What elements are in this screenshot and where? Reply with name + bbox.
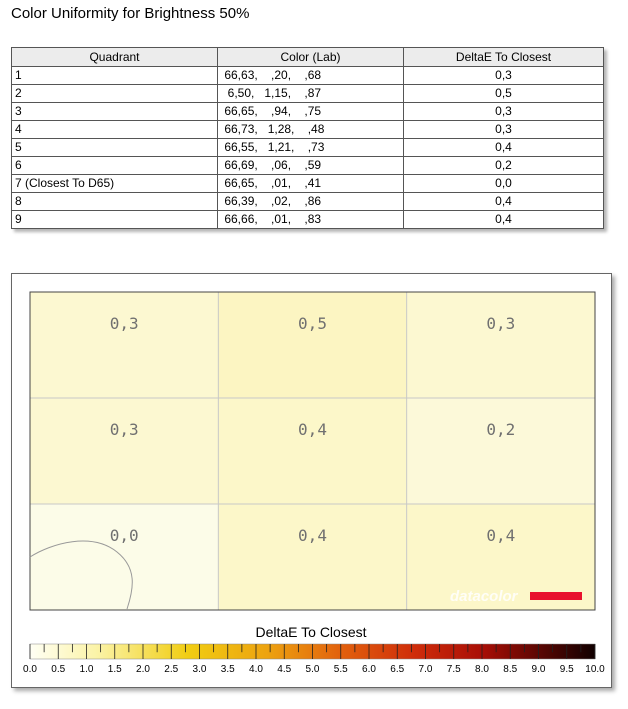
cell-color-lab: 66,66, ,01, ,83	[218, 211, 404, 229]
cell-color-lab: 66,65, ,01, ,41	[218, 175, 404, 193]
table-row	[12, 193, 604, 211]
heatmap-cell-2	[218, 292, 406, 398]
header-color-lab: Color (Lab)	[218, 48, 404, 67]
table-row	[12, 121, 604, 139]
cell-quadrant: 4	[12, 121, 218, 139]
uniformity-chart	[11, 273, 612, 688]
colorbar-tick-label: 8.0	[475, 664, 489, 675]
cell-color-lab: 66,39, ,02, ,86	[218, 193, 404, 211]
heatmap-cell-4	[30, 398, 218, 504]
colorbar-tick-label: 7.0	[418, 664, 433, 675]
colorbar-tick-label: 3.0	[192, 664, 207, 675]
heatmap-label-4: 0,3	[109, 420, 139, 440]
colorbar-tick-label: 4.5	[277, 664, 292, 675]
colorbar-tick-label: 0.5	[51, 664, 66, 675]
cell-quadrant: 2	[12, 85, 218, 103]
heatmap-label-7: 0,0	[109, 526, 139, 546]
cell-deltae: 0,5	[404, 85, 604, 103]
cell-deltae: 0,4	[404, 193, 604, 211]
colorbar-tick-label: 5.0	[305, 664, 320, 675]
header-quadrant: Quadrant	[12, 48, 218, 67]
colorbar-tick-label: 4.0	[249, 664, 263, 675]
heatmap-label-5: 0,4	[298, 420, 327, 440]
cell-color-lab: 66,69, ,06, ,59	[218, 157, 404, 175]
colorbar-tick-label: 6.0	[362, 664, 376, 675]
table-row	[12, 175, 604, 193]
cell-quadrant: 6	[12, 157, 218, 175]
colorbar-tick-label: 7.5	[446, 664, 461, 675]
uniformity-table	[11, 47, 604, 229]
cell-quadrant: 7 (Closest To D65)	[12, 175, 218, 193]
cell-deltae: 0,4	[404, 139, 604, 157]
heatmap-cell-6	[407, 398, 595, 504]
cell-color-lab: 66,63, ,20, ,68	[218, 67, 404, 85]
colorbar-title: DeltaE To Closest	[255, 624, 367, 640]
heatmap-cell-7	[30, 504, 218, 610]
colorbar-tick-label: 9.5	[559, 664, 574, 675]
cell-quadrant: 3	[12, 103, 218, 121]
colorbar-tick-label: 2.0	[136, 664, 150, 675]
heatmap-label-3: 0,3	[486, 314, 516, 334]
cell-deltae: 0,3	[404, 121, 604, 139]
heatmap-cell-8	[218, 504, 406, 610]
cell-deltae: 0,2	[404, 157, 604, 175]
colorbar-tick-label: 6.5	[390, 664, 405, 675]
cell-color-lab: 6,50, 1,15, ,87	[218, 85, 404, 103]
cell-quadrant: 5	[12, 139, 218, 157]
cell-quadrant: 1	[12, 67, 218, 85]
colorbar-tick-label: 2.5	[164, 664, 179, 675]
table-row	[12, 85, 604, 103]
heatmap-label-1: 0,3	[109, 314, 139, 334]
heatmap-label-2: 0,5	[298, 314, 327, 334]
datacolor-logo-bar	[530, 592, 582, 600]
cell-deltae: 0,3	[404, 103, 604, 121]
colorbar-tick-label: 5.5	[333, 664, 348, 675]
page-title: Color Uniformity for Brightness 50%	[11, 5, 250, 22]
cell-color-lab: 66,73, 1,28, ,48	[218, 121, 404, 139]
cell-color-lab: 66,65, ,94, ,75	[218, 103, 404, 121]
table-row	[12, 157, 604, 175]
cell-color-lab: 66,55, 1,21, ,73	[218, 139, 404, 157]
cell-quadrant: 9	[12, 211, 218, 229]
cell-quadrant: 8	[12, 193, 218, 211]
heatmap-cell-3	[407, 292, 595, 398]
cell-deltae: 0,3	[404, 67, 604, 85]
colorbar-tick-label: 3.5	[220, 664, 235, 675]
colorbar-tick-label: 1.5	[107, 664, 122, 675]
table-row	[12, 211, 604, 229]
heatmap-label-9: 0,4	[486, 526, 516, 546]
heatmap-label-6: 0,2	[486, 420, 516, 440]
colorbar-tick-label: 9.0	[531, 664, 546, 675]
table-row	[12, 67, 604, 85]
heatmap-label-8: 0,4	[298, 526, 327, 546]
table-header-row	[12, 48, 604, 67]
cell-deltae: 0,0	[404, 175, 604, 193]
colorbar-tick-label: 10.0	[585, 664, 605, 675]
heatmap-cells	[30, 292, 595, 610]
table-row	[12, 139, 604, 157]
uniformity-heatmap-svg	[12, 274, 611, 687]
datacolor-watermark: datacolor	[450, 588, 518, 605]
heatmap-cell-1	[30, 292, 218, 398]
heatmap-cell-5	[218, 398, 406, 504]
colorbar-tick-label: 1.0	[79, 664, 94, 675]
cell-deltae: 0,4	[404, 211, 604, 229]
table-row	[12, 103, 604, 121]
colorbar-tick-label: 8.5	[503, 664, 518, 675]
header-deltae: DeltaE To Closest	[404, 48, 604, 67]
table-body	[12, 67, 604, 229]
colorbar-tick-label: 0.0	[23, 664, 37, 675]
